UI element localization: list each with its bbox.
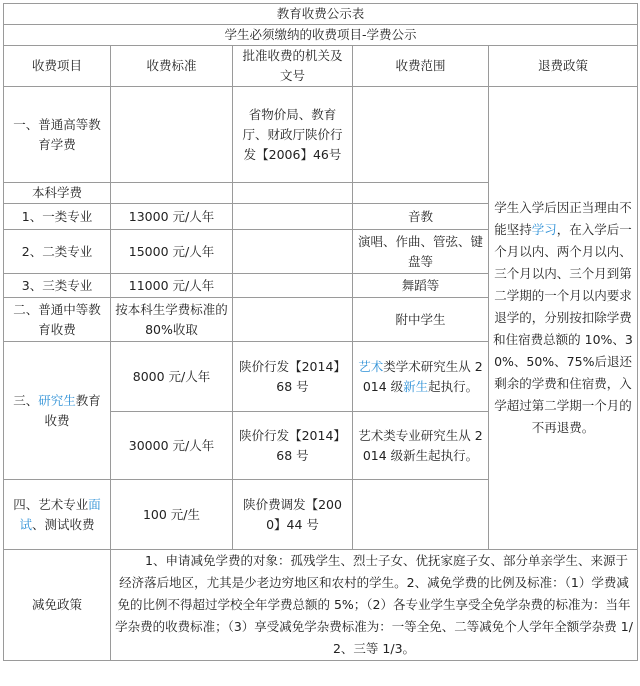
study-link[interactable]: 学习 (531, 222, 557, 237)
standard-cell: 15000 元/人年 (111, 230, 233, 274)
approval-cell: 省物价局、教育厅、财政厅陕价行发【2006】46号 (233, 87, 353, 183)
interview-link[interactable]: 面试 (19, 496, 101, 532)
refund-text-rest: ，在入学后一个月以内、两个月以内、三个月以内、三个月到第二学期的一个月以内要求退学的，分别按扣除学费和住宿费总额的 10%、30%、50%、75%后退还剩余的学费和住宿费，入学超过第二学期一个月的不再退费。 (493, 222, 633, 435)
item-cell: 2、二类专业 (4, 230, 111, 274)
table-title: 教育收费公示表 (4, 4, 638, 25)
approval-cell: 陕价行发【2014】68 号 (233, 412, 353, 480)
art-link[interactable]: 艺术 (358, 358, 384, 374)
standard-cell (111, 87, 233, 183)
header-approval: 批准收费的机关及文号 (233, 46, 353, 87)
graduate-link[interactable]: 研究生 (38, 392, 76, 408)
standard-cell: 按本科生学费标准的 80%收取 (111, 298, 233, 342)
scope-cell: 舞蹈等 (353, 274, 489, 298)
header-item: 收费项目 (4, 46, 111, 87)
item-cell: 1、一类专业 (4, 204, 111, 230)
standard-cell: 100 元/生 (111, 480, 233, 550)
relief-label: 减免政策 (4, 550, 111, 661)
refund-text: 学生入学后因正当理由不能坚持 (494, 200, 632, 237)
scope-cell: 音教 (353, 204, 489, 230)
item-cell: 四、艺术专业面试、测试收费 (4, 480, 111, 550)
item-cell: 本科学费 (4, 183, 111, 204)
header-refund: 退费政策 (489, 46, 638, 87)
approval-cell: 陕价费调发【2000】44 号 (233, 480, 353, 550)
scope-cell (353, 87, 489, 183)
scope-cell: 附中学生 (353, 298, 489, 342)
freshman-link[interactable]: 新生 (403, 378, 429, 394)
fee-disclosure-table (3, 3, 638, 661)
standard-cell: 11000 元/人年 (111, 274, 233, 298)
standard-cell: 8000 元/人年 (111, 342, 233, 412)
approval-cell: 陕价行发【2014】68 号 (233, 342, 353, 412)
standard-cell: 13000 元/人年 (111, 204, 233, 230)
table-row (4, 87, 638, 183)
scope-cell: 艺术类学术研究生从 2014 级新生起执行。 (353, 342, 489, 412)
scope-cell: 艺术类专业研究生从 2014 级新生起执行。 (353, 412, 489, 480)
table-subtitle: 学生必须缴纳的收费项目-学费公示 (4, 25, 638, 46)
relief-text: 1、申请减免学费的对象：孤残学生、烈士子女、优抚家庭子女、部分单亲学生、来源于经济落后地区，尤其是少老边穷地区和农村的学生。2、减免学费的比例及标准：（1）学费减免的比例不得超过学校全年学费总额的 5%；（2）各专业学生享受全免学杂费的标准为：当年学杂费的收费标准；（3）享受减免学杂费标准为：一等全免、二等减免个人学年全额学杂费 1/2、三等 1/3。 (111, 550, 638, 661)
standard-cell: 30000 元/人年 (111, 412, 233, 480)
item-cell: 二、普通中等教育收费 (4, 298, 111, 342)
scope-cell: 演唱、作曲、管弦、键盘等 (353, 230, 489, 274)
table-row (4, 550, 638, 661)
item-cell: 一、普通高等教育学费 (4, 87, 111, 183)
refund-policy-cell (489, 87, 638, 550)
item-cell: 三、研究生教育收费 (4, 342, 111, 480)
item-cell: 3、三类专业 (4, 274, 111, 298)
header-scope: 收费范围 (353, 46, 489, 87)
header-standard: 收费标准 (111, 46, 233, 87)
